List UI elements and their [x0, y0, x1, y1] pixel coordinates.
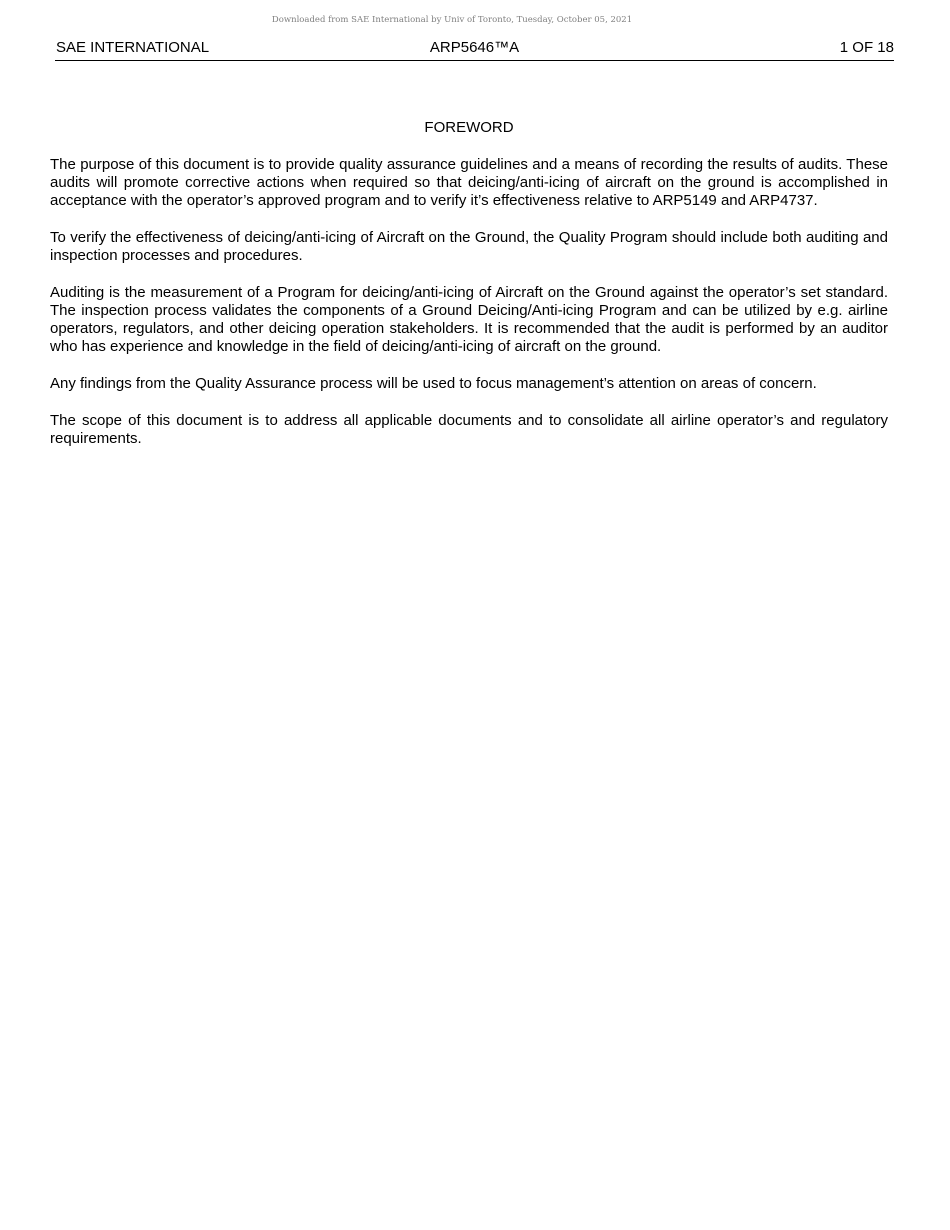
- foreword-paragraph-purpose: The purpose of this document is to provide quality assurance guidelines and a means of recording the results of audits. These audits will promote corrective actions when required so that deicing/anti-icing of aircraft on the ground is accomplished in acceptance with the operator’s approved program and to verify it’s effectiveness relative to ARP5149 and ARP4737.: [50, 156, 888, 209]
- foreword-section: [50, 119, 888, 467]
- header-page-number: 1 OF 18: [839, 39, 894, 56]
- foreword-paragraph-verification: To verify the effectiveness of deicing/anti-icing of Aircraft on the Ground, the Quality Program should include both auditing and inspection processes and procedures.: [50, 229, 888, 264]
- foreword-paragraph-auditing: Auditing is the measurement of a Program for deicing/anti-icing of Aircraft on the Ground against the operator’s set standard. The inspection process validates the components of a Ground Deicing/Anti-icing Program and can be utilized by e.g. airline operators, regulators, and other deicing operation stakeholders. It is recommended that the audit is performed by an auditor who has experience and knowledge in the field of deicing/anti-icing of aircraft on the ground.: [50, 284, 888, 355]
- foreword-title: FOREWORD: [424, 119, 514, 136]
- download-watermark: Downloaded from SAE International by Univ of Toronto, Tuesday, October 05, 2021: [271, 15, 633, 25]
- foreword-paragraph-findings: Any findings from the Quality Assurance process will be used to focus management’s attention on areas of concern.: [50, 375, 817, 392]
- header-organization: SAE INTERNATIONAL: [56, 39, 210, 56]
- header-document-id: ARP5646™A: [429, 39, 520, 56]
- foreword-paragraph-scope: The scope of this document is to address all applicable documents and to consolidate all airline operator’s and regulatory requirements.: [50, 412, 888, 447]
- page-header: [55, 38, 894, 61]
